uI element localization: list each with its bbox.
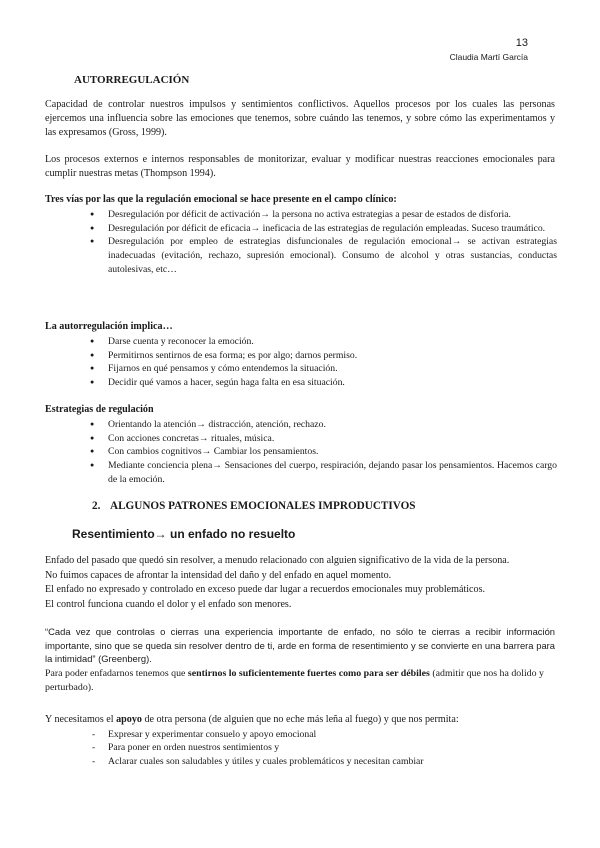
list-item: - Expresar y experimentar consuelo y apoyo emocional (92, 728, 557, 741)
implies-title: La autorregulación implica… (45, 321, 173, 332)
strategies-list (92, 418, 557, 487)
three-ways-list (92, 208, 557, 277)
support-before: Y necesitamos el (45, 714, 117, 725)
feel-strong-before: Para poder enfadarnos tenemos que (45, 668, 188, 679)
three-ways-title-text: Tres vías por las que la regulación emocional se hace presente en el campo clínico (45, 194, 394, 205)
paragraph-processes: Los procesos externos e internos responsables de monitorizar, evaluar y modificar nuestras reacciones emocionales para cumplir nuestras metas (Thompson 1994). (45, 154, 555, 179)
page-number: 13 (515, 37, 528, 49)
list-item: ● Desregulación por déficit de activación→ la persona no activa estrategias a pesar de estados de disforia. (92, 208, 557, 222)
text-line: El control funciona cuando el dolor y el enfado son menores. (45, 598, 292, 610)
list-item: ● Fijarnos en qué pensamos y cómo entendemos la situación. (92, 362, 557, 376)
list-item: ● Desregulación por déficit de eficacia→ ineficacia de las estrategias de regulación empleadas. Suceso traumático. (92, 222, 557, 236)
support-list (92, 728, 557, 768)
subheading-resentimiento: Resentimiento→ un enfado no resuelto (72, 527, 296, 541)
list-item: ● Permitirnos sentirnos de esa forma; es por algo; darnos permiso. (92, 349, 557, 363)
three-ways-title-colon: : (393, 194, 397, 205)
paragraph-feel-strong (45, 667, 555, 695)
list-item: ● Con acciones concretas→ rituales, música. (92, 432, 557, 446)
list-item: ● Con cambios cognitivos→ Cambiar los pensamientos. (92, 445, 557, 459)
strategies-title: Estrategias de regulación (45, 404, 154, 415)
feel-strong-after: (admitir que nos ha dolido y perturbado). (45, 668, 544, 693)
text-line: No fuimos capaces de afrontar la intensidad del daño y del enfado en aquel momento. (45, 569, 392, 581)
text-line: El enfado no expresado y controlado en exceso puede dar lugar a recuerdos emocionales muy problemáticos. (45, 584, 486, 596)
author-name: Claudia Martí García (449, 52, 528, 62)
paragraph-support (45, 713, 555, 727)
list-item: ● Orientando la atención→ distracción, atención, rechazo. (92, 418, 557, 432)
implies-list (92, 335, 557, 390)
list-item: ● Decidir qué vamos a hacer, según haga falta en esa situación. (92, 376, 557, 390)
paragraph-definition: Capacidad de controlar nuestros impulsos y sentimientos conflictivos. Aquellos procesos por los cuales las personas ejercemos una influencia sobre las emociones que tenemos, sobre cuándo las tenemos, y sobre cómo las experimentamos y las expresamos (Gross, 1999). (45, 99, 555, 138)
section-number: 2. (92, 500, 101, 512)
support-emphasis: apoyo (116, 714, 142, 725)
section-2-heading (92, 500, 416, 512)
list-item: ● Mediante conciencia plena→ Sensaciones del cuerpo, respiración, dejando pasar los pensamientos. Hacemos cargo de la emoción. (92, 459, 557, 486)
support-after: de otra persona (de alguien que no eche más leña al fuego) y que nos permita: (141, 714, 459, 725)
list-item: ● Darse cuenta y reconocer la emoción. (92, 335, 557, 349)
greenberg-quote: “Cada vez que controlas o cierras una experiencia importante de enfado, no sólo te cierras a recibir información importante, sino que se queda sin resolver dentro de ti, arde en forma de resentimiento y se convierte en una barrera para la intimidad” (Greenberg). (45, 626, 555, 665)
list-item: - Para poner en orden nuestros sentimientos y (92, 741, 557, 754)
resentment-lines (45, 554, 560, 612)
list-item: ● Desregulación por empleo de estrategias disfuncionales de regulación emocional→ se activan estrategias inadecuadas (evitación, rechazo, supresión emocional). Consumo de alcohol y otras sustancias, conductas autolesivas, etc… (92, 235, 557, 276)
text-line: Enfado del pasado que quedó sin resolver, a menudo relacionado con alguien significativo de la vida de la persona. (45, 555, 510, 566)
list-item: - Aclarar cuales son saludables y útiles y cuales problemáticos y necesitan cambiar (92, 755, 557, 768)
heading-autorregulacion: AUTORREGULACIÓN (74, 74, 190, 86)
three-ways-title (45, 193, 397, 207)
feel-strong-emphasis: sentirnos lo suficientemente fuertes como para ser débiles (187, 668, 430, 679)
section-title: ALGUNOS PATRONES EMOCIONALES IMPRODUCTIVOS (110, 500, 416, 512)
